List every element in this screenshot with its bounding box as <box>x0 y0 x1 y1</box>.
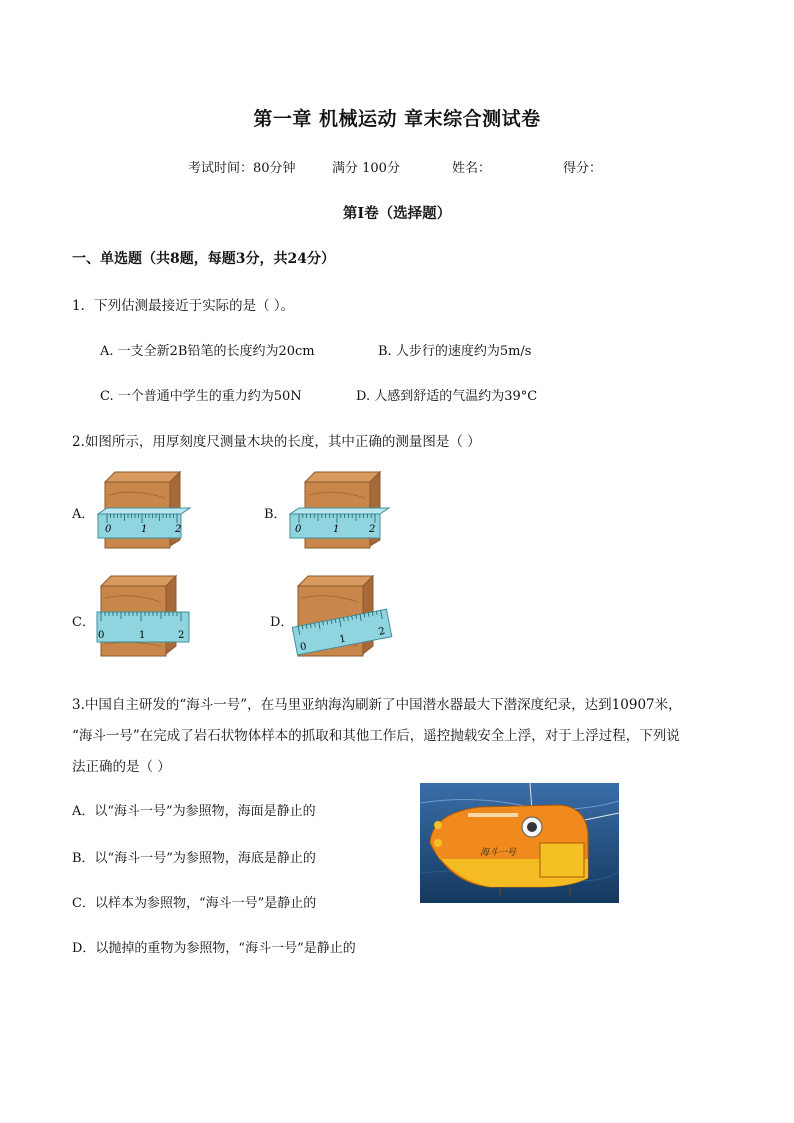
ruler-c-tick-1: 1 <box>139 630 146 641</box>
ruler-c-tick-2: 2 <box>178 630 185 641</box>
question-3-stem-line-3: 法正确的是（ ） <box>72 759 171 775</box>
question-1-option-d: D. 人感到舒适的气温约为39°C <box>356 389 538 404</box>
ruler-b-tick-1: 1 <box>333 524 340 535</box>
question-1-option-a: A. 一支全新2B铅笔的长度约为20cm <box>100 344 315 359</box>
submersible-photo <box>420 783 619 903</box>
figure-ruler-d <box>292 574 394 658</box>
question-2-stem: 2.如图所示，用厚刻度尺测量木块的长度，其中正确的测量图是（ ） <box>72 434 481 450</box>
question-1-stem: 1．下列估测最接近于实际的是（ ）。 <box>72 298 295 314</box>
ruler-a-tick-2: 2 <box>175 524 182 535</box>
ruler-c-tick-0: 0 <box>98 630 105 641</box>
submersible-label: 海斗一号 <box>480 848 517 858</box>
question-1-option-b: B. 人步行的速度约为5m/s <box>378 344 532 359</box>
figure-ruler-b <box>287 470 392 550</box>
figure-ruler-c <box>95 574 195 658</box>
score-label: 得分： <box>563 161 603 176</box>
section-title: 第Ⅰ卷（选择题） <box>342 205 452 222</box>
question-3-option-c: C．以样本为参照物，“海斗一号”是静止的 <box>72 896 317 911</box>
ruler-d-tick-0: 0 <box>299 641 308 654</box>
exam-time: 考试时间：80分钟 <box>188 161 296 176</box>
question-3-stem-line-2: “海斗一号”在完成了岩石状物体样本的抓取和其他工作后，遥控抛载安全上浮，对于上浮过程，下列说 <box>72 728 680 744</box>
question-3-option-b: B．以“海斗一号”为参照物，海底是静止的 <box>72 851 316 866</box>
ruler-a-tick-1: 1 <box>141 524 148 535</box>
name-label: 姓名： <box>452 161 492 176</box>
question-3-stem-line-1: 3.中国自主研发的“海斗一号”，在马里亚纳海沟刷新了中国潜水器最大下潜深度纪录，达到10907米， <box>72 697 682 713</box>
ruler-d-tick-1: 1 <box>338 633 347 646</box>
question-1-option-c: C. 一个普通中学生的重力约为50N <box>100 389 302 404</box>
page-title: 第一章 机械运动 章末综合测试卷 <box>253 108 541 130</box>
ruler-a-tick-0: 0 <box>105 524 112 535</box>
full-score: 满分 100分 <box>332 161 400 176</box>
question-2-label-b: B． <box>264 507 287 522</box>
ruler-b-tick-0: 0 <box>295 524 302 535</box>
question-2-label-d: D． <box>270 615 294 630</box>
part-title: 一、单选题（共8题，每题3分，共24分） <box>72 251 335 267</box>
question-2-label-a: A． <box>72 507 95 522</box>
question-2-label-c: C． <box>72 615 95 630</box>
ruler-b-tick-2: 2 <box>369 524 376 535</box>
ruler-d-tick-2: 2 <box>377 625 387 638</box>
question-3-option-a: A．以“海斗一号”为参照物，海面是静止的 <box>72 804 316 819</box>
question-3-option-d: D．以抛掉的重物为参照物，“海斗一号”是静止的 <box>72 941 356 956</box>
figure-ruler-a <box>95 470 195 550</box>
